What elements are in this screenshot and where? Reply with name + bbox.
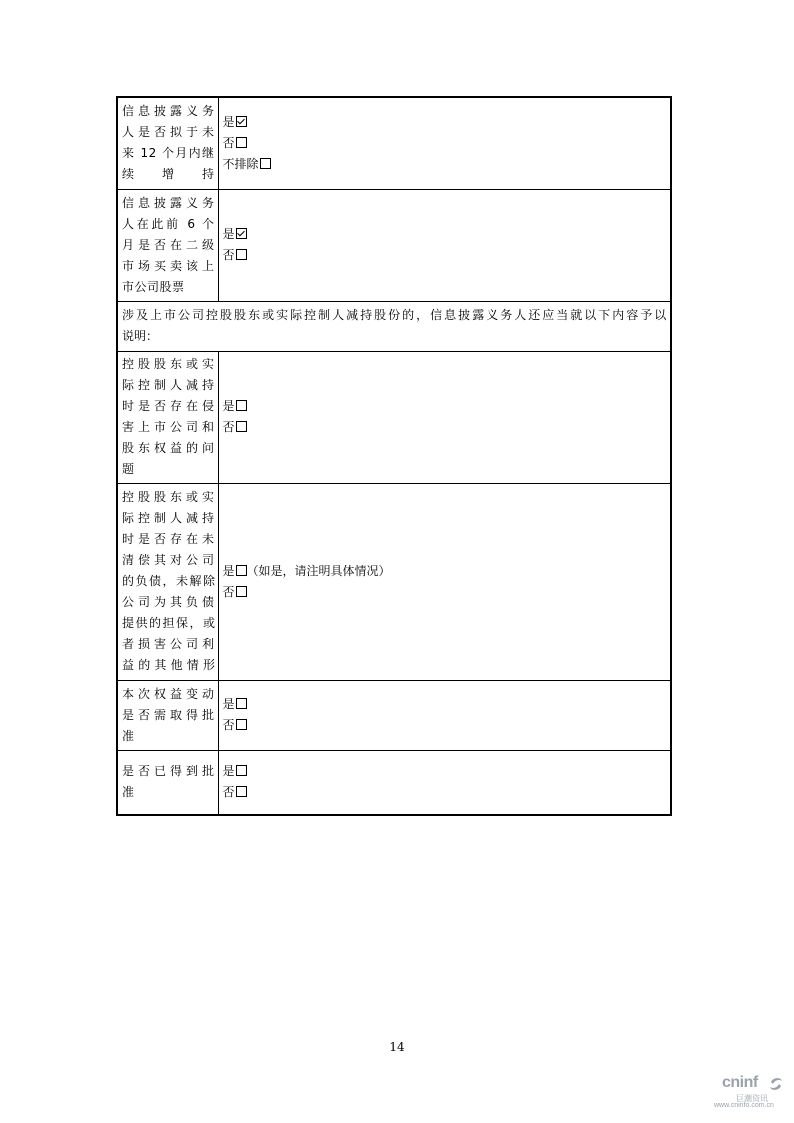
checked-checkbox-icon[interactable] [236,228,247,239]
row-options [218,351,671,483]
row-label [117,189,218,301]
checkbox-icon[interactable] [236,586,247,597]
swirl-logo-icon [768,1076,784,1092]
row-approval-needed [117,680,671,750]
label-line: 是否需取得批 [122,707,215,722]
note-line: 涉及上市公司控股股东或实际控制人减持股份的，信息披露义务人还应当就以下内容予以 [122,307,666,322]
logo-url: www.cninfo.com.cn [714,1102,774,1109]
checkbox-icon[interactable] [236,786,247,797]
label-line: 控股股东或实 [122,490,215,504]
row-unpaid-debt [117,483,671,680]
checkbox-icon[interactable] [236,249,247,260]
row-options [218,189,671,301]
label-line: 公司为其负债 [122,595,215,609]
label-line: 信息披露义务 [122,104,215,119]
label-line: 际控制人减持 [122,511,215,525]
label-line: 题 [122,462,135,476]
option-not-excluded: 不排除 [223,154,667,175]
label-line: 准 [122,728,135,743]
row-label [117,750,218,815]
row-options [218,483,671,680]
label-line: 际控制人减持 [122,378,215,392]
logo-cn-text: 巨潮资讯 [736,1094,768,1103]
row-label [117,483,218,680]
label-line: 益的其他情形 [122,658,215,672]
label-line: 者损害公司利 [122,637,215,651]
label-line: 是否已得到批 [122,764,215,779]
row-label [117,97,218,189]
note-text [117,301,671,351]
label-line: 控股股东或实 [122,357,215,371]
option-yes: 是 （如是，请注明具体情况） [222,563,391,578]
checked-checkbox-icon[interactable] [236,116,247,127]
label-line: 准 [122,785,135,800]
row-approval-obtained [117,750,671,815]
option-yes: 是 [223,761,667,782]
logo-wordmark: cninf [722,1074,758,1091]
option-no: 否 [223,245,667,266]
row-infringement [117,351,671,483]
label-line: 的负债，未解除 [122,574,215,588]
label-line: 人在此前 6 个 [122,216,215,231]
label-line: 清偿其对公司 [122,553,215,567]
checkbox-icon[interactable] [236,565,247,576]
label-line: 股东权益的问 [122,441,215,455]
label-line: 本次权益变动 [122,686,215,701]
row-options [218,680,671,750]
option-no: 否 [223,133,667,154]
checkbox-icon[interactable] [236,719,247,730]
label-line: 提供的担保，或 [122,616,215,630]
disclosure-table [116,96,672,816]
label-line: 害上市公司和 [122,420,215,434]
checkbox-icon[interactable] [236,421,247,432]
option-yes: 是 [223,112,667,133]
checkbox-icon[interactable] [236,698,247,709]
label-line: 来 12 个月内继 [122,146,215,161]
row-controlling-note [117,301,671,351]
label-line: 时是否存在未 [122,532,215,546]
option-yes: 是 [223,224,667,245]
checkbox-icon[interactable] [236,137,247,148]
option-note: （如是，请注明具体情况） [246,563,391,578]
row-options [218,97,671,189]
option-no: 否 [223,782,667,803]
row-label [117,351,218,483]
option-no: 否 [223,715,667,736]
row-future-increase [117,97,671,189]
label-line: 人是否拟于未 [122,125,215,140]
label-line: 市公司股票 [122,279,185,294]
checkbox-icon[interactable] [236,765,247,776]
row-past-trading [117,189,671,301]
row-options [218,750,671,815]
label-line: 信息披露义务 [122,195,215,210]
label-line: 续增持 [122,167,215,182]
option-no: 否 [223,582,667,603]
page-number: 14 [389,1040,405,1054]
cninfo-logo [712,1074,788,1114]
checkbox-icon[interactable] [260,158,271,169]
option-yes: 是 [223,396,667,417]
label-line: 月是否在二级 [122,237,215,252]
row-label [117,680,218,750]
option-no: 否 [223,417,667,438]
option-yes: 是 [223,694,667,715]
label-line: 市场买卖该上 [122,258,215,273]
note-line: 说明： [122,328,159,343]
label-line: 时是否存在侵 [122,399,215,413]
checkbox-icon[interactable] [236,400,247,411]
